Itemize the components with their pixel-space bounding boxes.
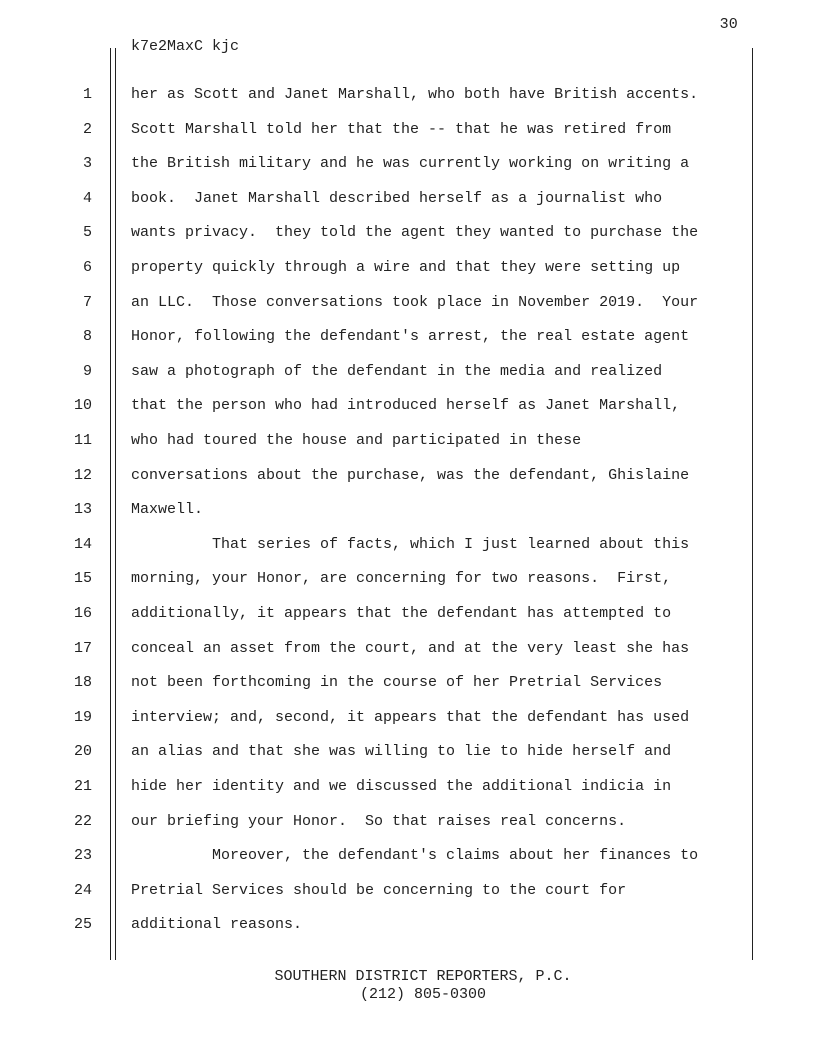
line-number: 17 bbox=[73, 639, 92, 657]
line-text: Scott Marshall told her that the -- that he was retired from bbox=[131, 120, 672, 138]
line-text: book. Janet Marshall described herself as a journalist who bbox=[131, 189, 663, 207]
footer-company: SOUTHERN DISTRICT REPORTERS, P.C. bbox=[274, 968, 572, 985]
line-text: conceal an asset from the court, and at the very least she has bbox=[131, 639, 690, 657]
line-number: 21 bbox=[73, 778, 92, 795]
header-identifier: k7e2MaxC kjc bbox=[131, 38, 240, 55]
line-text: our briefing your Honor. So that raises real concerns. bbox=[131, 812, 627, 830]
transcript-line bbox=[0, 569, 816, 589]
transcript-line bbox=[0, 189, 816, 209]
line-text: her as Scott and Janet Marshall, who both have British accents. bbox=[131, 86, 699, 103]
transcript-line bbox=[0, 673, 816, 693]
line-text: Honor, following the defendant's arrest, the real estate agent bbox=[131, 328, 690, 346]
line-number: 18 bbox=[73, 674, 92, 692]
transcript-line bbox=[0, 742, 816, 762]
line-text: Pretrial Services should be concerning to the court for bbox=[131, 881, 627, 899]
transcript-line bbox=[0, 154, 816, 174]
line-number: 5 bbox=[82, 224, 92, 242]
line-number: 16 bbox=[73, 605, 92, 622]
transcript-line bbox=[0, 396, 816, 416]
line-text: not been forthcoming in the course of her Pretrial Services bbox=[131, 674, 663, 692]
line-text: saw a photograph of the defendant in the media and realized bbox=[131, 362, 663, 380]
line-number: 19 bbox=[73, 708, 92, 726]
line-number: 22 bbox=[73, 812, 92, 830]
line-text: that the person who had introduced herself as Janet Marshall, bbox=[131, 397, 681, 415]
line-text: interview; and, second, it appears that the defendant has used bbox=[131, 708, 690, 726]
line-text: Moreover, the defendant's claims about her finances to bbox=[131, 847, 699, 865]
transcript-line bbox=[0, 812, 816, 832]
line-text: an LLC. Those conversations took place in November 2019. Your bbox=[131, 293, 699, 311]
transcript-line bbox=[0, 85, 816, 105]
transcript-line bbox=[0, 846, 816, 866]
line-text: wants privacy. they told the agent they wanted to purchase the bbox=[131, 224, 699, 242]
line-text: who had toured the house and participated in these bbox=[131, 432, 582, 449]
line-number: 9 bbox=[82, 362, 92, 380]
line-text: That series of facts, which I just learned about this bbox=[131, 535, 690, 553]
transcript-line bbox=[0, 500, 816, 520]
transcript-line bbox=[0, 362, 816, 382]
line-number: 20 bbox=[73, 743, 92, 761]
line-number: 6 bbox=[82, 259, 92, 276]
footer-phone: (212) 805-0300 bbox=[359, 986, 487, 1003]
transcript-line bbox=[0, 639, 816, 659]
line-text: property quickly through a wire and that they were setting up bbox=[131, 259, 681, 276]
line-number: 7 bbox=[82, 293, 92, 311]
page-number: 30 bbox=[719, 16, 738, 33]
line-text: conversations about the purchase, was the defendant, Ghislaine bbox=[131, 466, 690, 484]
transcript-line bbox=[0, 915, 816, 935]
line-number: 11 bbox=[73, 432, 92, 449]
line-text: Maxwell. bbox=[131, 501, 204, 519]
line-number: 10 bbox=[73, 397, 92, 415]
line-text: an alias and that she was willing to lie to hide herself and bbox=[131, 743, 672, 761]
transcript-line bbox=[0, 604, 816, 624]
transcript-line bbox=[0, 881, 816, 901]
line-text: additionally, it appears that the defendant has attempted to bbox=[131, 605, 672, 622]
transcript-line bbox=[0, 777, 816, 797]
transcript-line bbox=[0, 327, 816, 347]
line-number: 3 bbox=[82, 155, 92, 173]
transcript-line bbox=[0, 120, 816, 140]
transcript-line bbox=[0, 293, 816, 313]
line-text: additional reasons. bbox=[131, 916, 303, 934]
line-text: morning, your Honor, are concerning for two reasons. First, bbox=[131, 570, 672, 588]
line-number: 25 bbox=[73, 916, 92, 934]
line-text: the British military and he was currently working on writing a bbox=[131, 155, 690, 173]
line-number: 23 bbox=[73, 847, 92, 865]
transcript-line bbox=[0, 431, 816, 451]
line-number: 13 bbox=[73, 501, 92, 519]
line-number: 15 bbox=[73, 570, 92, 588]
line-text: hide her identity and we discussed the additional indicia in bbox=[131, 778, 672, 795]
line-number: 2 bbox=[82, 120, 92, 138]
transcript-line bbox=[0, 466, 816, 486]
transcript-line bbox=[0, 708, 816, 728]
line-number: 12 bbox=[73, 466, 92, 484]
line-number: 14 bbox=[73, 535, 92, 553]
transcript-line bbox=[0, 258, 816, 278]
line-number: 24 bbox=[73, 881, 92, 899]
line-number: 8 bbox=[82, 328, 92, 346]
footer bbox=[0, 968, 816, 1004]
transcript-line bbox=[0, 223, 816, 243]
transcript-line bbox=[0, 535, 816, 555]
line-number: 4 bbox=[82, 189, 92, 207]
line-number: 1 bbox=[82, 86, 92, 103]
